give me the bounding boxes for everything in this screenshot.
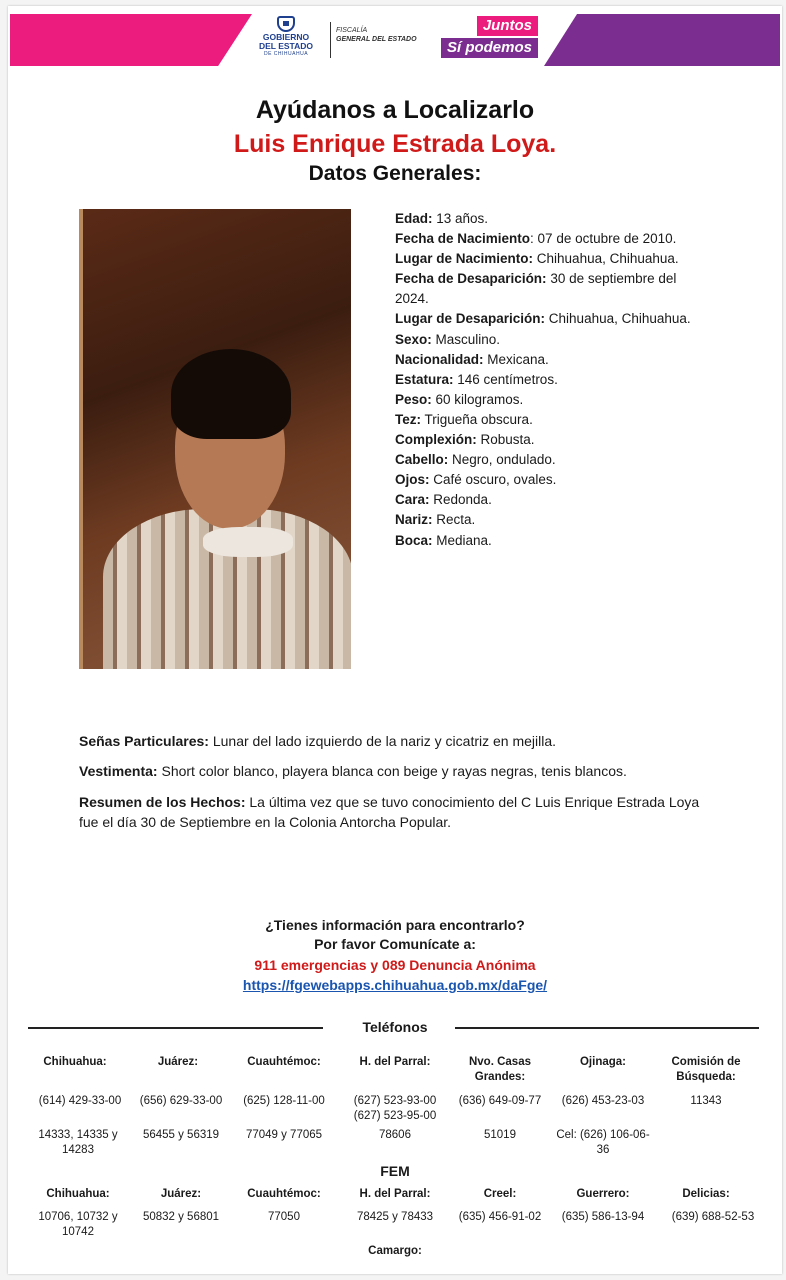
detail-cara: Cara: Redonda. — [395, 492, 492, 508]
detail-ojos: Ojos: Café oscuro, ovales. — [395, 472, 557, 488]
gob-line1: GOBIERNO — [262, 32, 310, 42]
report-link[interactable]: https://fgewebapps.chihuahua.gob.mx/daFge/ — [242, 977, 548, 993]
fem-title: FEM — [380, 1163, 410, 1179]
detail-fecha-desaparicion: Fecha de Desaparición: 30 de septiembre del 2024. — [395, 271, 677, 307]
header-pink-band — [10, 14, 252, 66]
fiscalia-line2: GENERAL DEL ESTADO — [336, 36, 417, 43]
vestimenta: Vestimenta: Short color blanco, playera blanca con beige y rayas negras, tenis blancos. — [79, 763, 627, 779]
divider-right — [455, 1027, 759, 1029]
detail-edad: Edad: 13 años. — [395, 211, 489, 226]
contact-question: ¿Tienes información para encontrarlo? — [265, 917, 525, 933]
tel-col-chihuahua: Chihuahua: — [43, 1056, 107, 1068]
detail-lugar-nacimiento: Lugar de Nacimiento: Chihuahua, Chihuahua. — [395, 251, 679, 267]
fem-row1-chihuahua: 10706, 10732 y 10742 — [38, 1211, 118, 1238]
detail-boca: Boca: Mediana. — [395, 532, 492, 548]
fiscalia-logo — [336, 26, 417, 44]
detail-estatura: Estatura: 146 centímetros. — [395, 371, 558, 387]
detail-nariz: Nariz: Recta. — [395, 512, 476, 528]
detail-lugar-desaparicion: Lugar de Desaparición: Chihuahua, Chihuahua. — [395, 311, 691, 327]
slogan-logo — [440, 16, 538, 60]
logo-divider — [330, 22, 331, 58]
missing-person-flyer: GOBIERNO DEL ESTADO DE CHIHUAHUA FISCALÍA GENERAL DEL ESTADO Juntos Sí podemos Ayúdanos a Localizarlo Luis Enrique Estrada Loya. Datos Generales: Edad: 13 años. Fecha de Nacimiento: 07 de octubre de 2010. Lugar de Nacimiento: Chihuahua, Chihuahua. Fecha de Desaparición: 30 de septiembre del 2024. Lugar de Desaparición: Chihuahua, Chihuahua. Sexo: Masculino. Nacionalidad: Mexicana. Estatura: 146 centímetros. Peso: 60 kilogramos. Tez: Trigueña obscura. Complexión: Robusta. Cabello: Negro, ondulado. Ojos: Café oscuro, ovales. Cara: Redonda. Nariz: Recta. Boca: Mediana. Señas Particulares: Lunar del lado izquierdo de la nariz y cicatriz en mejilla. Vestimenta: Short color blanco, playera blanca con beige y rayas negras, tenis blancos. Resumen de los Hechos: La última vez que se tuvo conocimiento del C Luis Enrique Estrada Loya fue el día 30 de Septiembre en la Colonia Antorcha Popular. ¿Tienes información para encontrarlo? Por favor Comunícate a: 911 emergencias y 089 Denuncia Anónima https://fgewebapps.chihuahua.gob.mx/daFge/ Teléfonos Chihuahua: Juárez: Cuauhtémoc: H. del Parral: Nvo. Casas Grandes: Ojinaga: Comisión de Búsqueda: (614) 429-33-00 (656) 629-33-00 (625) 128-11-00 (627) 523-93-00 (627) 523-95-00 (636) 649-09-77 (626) 453-23-03 11343 14333, 14335 y 14283 56455 y 56319 77049 y 77065 78606 51019 Cel: (626) 106-06-36 FEM Chihuahua: Juárez: Cuauhtémoc: H. del Parral: Creel: Guerrero: Delicias: 10706, 10732 y 10742 50832 y 56801 77050 78425 y 78433 (635) 456-91-02 (635) 586-13-94 (639) 688-52-53 Camargo: — [8, 6, 782, 1274]
fiscalia-line1: FISCALÍA — [336, 27, 368, 34]
general-data-list — [395, 209, 695, 551]
slogan-line2: Sí podemos — [441, 38, 538, 58]
person-name: Luis Enrique Estrada Loya. — [233, 130, 557, 158]
gobierno-logo — [246, 14, 326, 66]
header-purple-band — [544, 14, 780, 66]
emergency-numbers: 911 emergencias y 089 Denuncia Anónima — [254, 957, 536, 973]
slogan-line1: Juntos — [477, 16, 538, 36]
gob-line3: DE CHIHUAHUA — [263, 51, 309, 57]
detail-complexion: Complexión: Robusta. — [395, 432, 535, 448]
detail-peso: Peso: 60 kilogramos. — [395, 391, 524, 407]
resumen-hechos: Resumen de los Hechos: La última vez que se tuvo conocimiento del C Luis Enrique Estrada Loya fue el día 30 de Septiembre en la Colonia Antorcha Popular. — [79, 794, 700, 830]
detail-nacionalidad: Nacionalidad: Mexicana. — [395, 351, 549, 367]
tel-row2-chihuahua: 14333, 14335 y 14283 — [38, 1129, 118, 1156]
detail-fecha-nacimiento: Fecha de Nacimiento: 07 de octubre de 2010. — [395, 231, 677, 247]
tel-row1-chihuahua: (614) 429-33-00 — [38, 1095, 122, 1107]
section-heading: Datos Generales: — [308, 162, 482, 185]
senas-particulares: Señas Particulares: Lunar del lado izquierdo de la nariz y cicatriz en mejilla. — [79, 733, 557, 749]
person-photo — [79, 209, 351, 669]
contact-please: Por favor Comunícate a: — [314, 936, 476, 952]
shield-icon — [277, 16, 295, 32]
detail-sexo: Sexo: Masculino. — [395, 331, 501, 347]
detail-cabello: Cabello: Negro, ondulado. — [395, 452, 556, 468]
fem-camargo-label: Camargo: — [368, 1245, 422, 1257]
telefonos-title: Teléfonos — [362, 1019, 428, 1035]
gob-line2: DEL ESTADO — [259, 41, 313, 51]
page-title: Ayúdanos a Localizarlo — [255, 96, 535, 124]
detail-tez: Tez: Trigueña obscura. — [395, 411, 533, 427]
